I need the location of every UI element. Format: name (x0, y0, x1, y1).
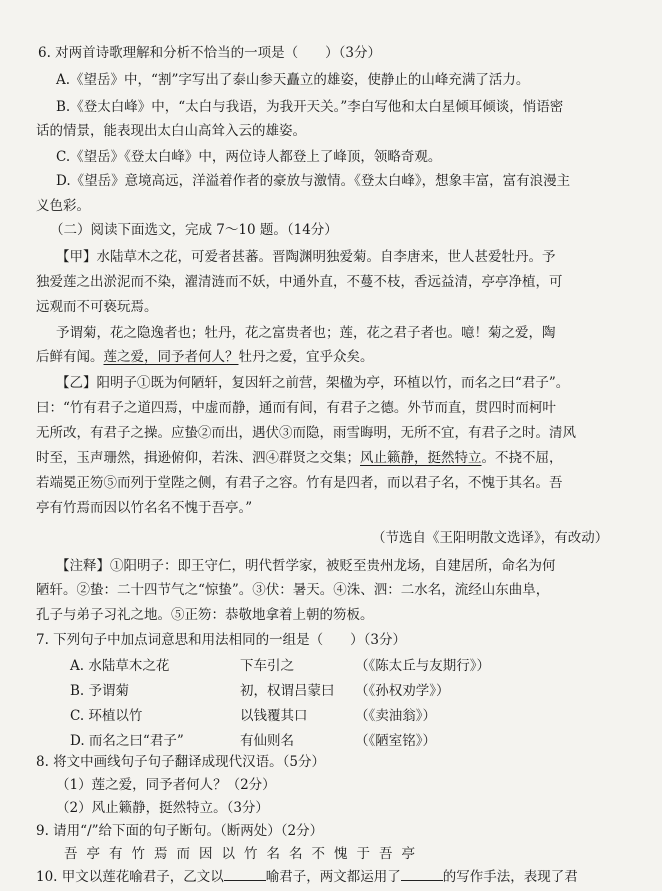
passage-jia-line4: 予谓菊，花之隐逸者也；牡丹，花之富贵者也；莲，花之君子者也。噫！菊之爱，陶 (56, 325, 556, 341)
passage-yi-line6: 亭有竹焉而因以竹名名不愧于吾亭。” (36, 500, 253, 516)
q10-blank-2[interactable] (401, 866, 443, 881)
passage-yi-line4-end: 。不挠不屈， (481, 450, 563, 466)
q7-option-d-compare: 有仙则名 (240, 733, 294, 749)
q7-option-c-compare: 以钱覆其口 (240, 708, 308, 724)
q7-option-b-sentence: B. 予谓菊 (70, 683, 130, 699)
q6-option-a: A.《望岳》中，“割”字写出了泰山参天矗立的雄姿，使静止的山峰充满了活力。 (56, 72, 530, 88)
notes-line1: 【注释】①阳明子：即王守仁，明代哲学家，被贬至贵州龙场，自建居所，命名为何 (56, 558, 556, 574)
q7-option-c-sentence: C. 环植以竹 (70, 708, 143, 724)
q7-option-a-compare: 下车引之 (240, 658, 294, 674)
q6-option-d-line1: D.《望岳》意境高远，洋溢着作者的豪放与激情。《登太白峰》，想象丰富，富有浪漫主 (56, 173, 571, 189)
passage-jia-line5 (36, 347, 374, 367)
section2-heading: （二）阅读下面选文，完成 7～10 题。（14分） (50, 222, 338, 238)
passage-yi-line4 (36, 448, 563, 468)
underlined-sentence-2: 风止籁静，挺然特立 (360, 450, 482, 466)
q8-sub2: （2）风止籁静，挺然特立。（3分） (56, 800, 269, 816)
passage-jia-line5-start: 后鲜有闻。 (36, 349, 104, 365)
underlined-sentence-1: 莲之爱，同予者何人？ (103, 349, 239, 365)
passage-jia-line3: 远观而不可亵玩焉。 (36, 299, 158, 315)
q10-blank-1[interactable] (224, 866, 266, 881)
passage-yi-line2: 曰：“竹有君子之道四焉，中虚而静，通而有间，有君子之德。外节而直，贯四时而柯叶 (36, 400, 556, 416)
q7-option-b-source: （《孙权劝学》） (355, 683, 450, 699)
passage-yi-line4-start: 时至，玉声珊然，揖逊俯仰，若洙、泗④群贤之交集； (36, 450, 360, 466)
q6-option-c: C.《望岳》《登太白峰》中，两位诗人都登上了峰顶，领略奇观。 (56, 149, 442, 165)
q10-text-3: 的写作手法，表现了君 (442, 869, 578, 885)
q8-sub1: （1）莲之爱，同予者何人？（2分） (56, 777, 276, 793)
q10-text-1: 10. 甲文以莲花喻君子，乙文以 (36, 869, 224, 885)
passage-jia-line1: 【甲】水陆草木之花，可爱者甚蕃。晋陶渊明独爱菊。自李唐来，世人甚爱牡丹。予 (56, 249, 556, 265)
q8-stem: 8. 将文中画线句子句子翻译成现代汉语。（5分） (36, 754, 326, 770)
passage-source: （节选自《王阳明散文选译》，有改动） (372, 530, 609, 546)
q6-option-b-line1: B.《登太白峰》中，“太白与我语，为我开天关。”李白写他和太白星倾耳倾谈，悄语密 (56, 99, 564, 115)
q7-option-a-source: （《陈太丘与友期行》） (355, 658, 490, 674)
q7-option-d-sentence: D. 而名之曰“君子” (70, 733, 184, 749)
q7-option-d-source: （《陋室铭》） (355, 733, 436, 749)
q6-stem: 6. 对两首诗歌理解和分析不恰当的一项是（ ）（3分） (38, 45, 382, 61)
q6-option-d-line2: 义色彩。 (36, 198, 90, 214)
passage-yi-line1: 【乙】阳明子①既为何陋轩，复因轩之前营，架楹为亭，环植以竹，而名之曰“君子”。 (56, 375, 570, 391)
q9-stem: 9. 请用“/”给下面的句子断句。（断两处）（2分） (36, 823, 324, 839)
notes-line2: 陋轩。②蛰：二十四节气之“惊蛰”。③伏：暑天。④洙、泗：二水名，流经山东曲阜， (36, 582, 550, 598)
q7-option-c-source: （《卖油翁》） (355, 708, 436, 724)
q10-text-2: 喻君子，两文都运用了 (265, 869, 401, 885)
q7-option-b-compare: 初，权谓吕蒙曰 (240, 683, 335, 699)
q10-line1 (36, 866, 578, 886)
notes-line3: 孔子与弟子习礼之地。⑤正笏：恭敬地拿着上朝的笏板。 (36, 607, 374, 623)
passage-jia-line2: 独爱莲之出淤泥而不染，濯清涟而不妖，中通外直，不蔓不枝，香远益清，亭亭净植，可 (36, 274, 563, 290)
passage-yi-line3: 无所改，有君子之操。应蛰②而出，遇伏③而隐，雨雪晦明，无所不宜，有君子之时。清风 (36, 425, 576, 441)
q7-option-a-sentence: A. 水陆草木之花 (70, 658, 170, 674)
q9-sentence: 吾亭有竹焉而因以竹名名不愧于吾亭 (64, 846, 424, 862)
passage-jia-line5-end: 牡丹之爱，宜乎众矣。 (238, 349, 374, 365)
passage-yi-line5: 若端冕正笏⑤而列于堂陛之侧，有君子之容。竹有是四者，而以君子名，不愧于其名。吾 (36, 475, 563, 491)
q7-stem: 7. 下列句子中加点词意思和用法相同的一组是（ ）（3分） (36, 632, 407, 648)
q6-option-b-line2: 话的情景，能表现出太白山高耸入云的雄姿。 (36, 123, 306, 139)
